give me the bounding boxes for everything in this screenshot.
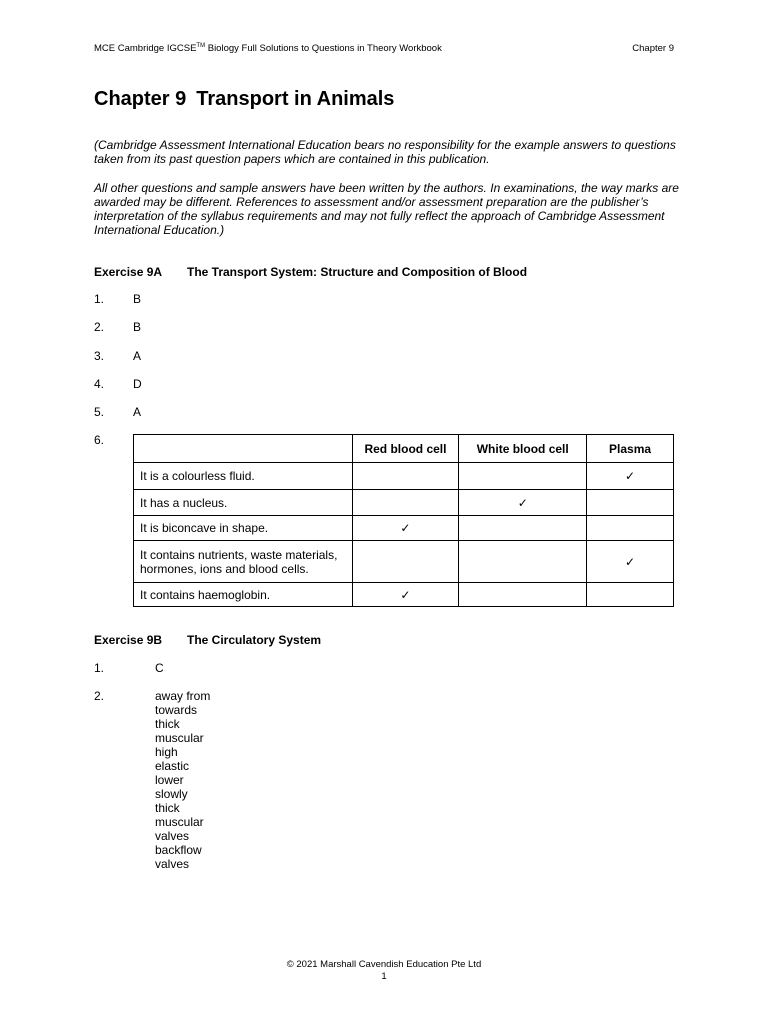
chapter-title: [94, 88, 394, 111]
table-row: [134, 583, 674, 607]
answer-word-list: [155, 689, 210, 871]
tick-mark: [352, 541, 459, 583]
table-header-row: [134, 435, 674, 463]
tick-mark: [352, 490, 459, 516]
row-description: It has a nucleus.: [134, 490, 353, 516]
table-header-white-blood-cell: White blood cell: [459, 435, 587, 463]
answer-word: valves: [155, 857, 190, 871]
tick-mark: [587, 490, 674, 516]
tick-mark: ✓: [352, 583, 459, 607]
q-number: 2.: [94, 689, 105, 703]
answer-word: elastic: [155, 759, 190, 773]
table-row: [134, 516, 674, 541]
answer-word: lower: [155, 773, 184, 787]
tick-mark: [352, 463, 459, 490]
running-header: [94, 43, 442, 54]
exercise-label: Exercise 9B: [94, 633, 163, 647]
tick-mark: [587, 583, 674, 607]
answer-word: backflow: [155, 843, 202, 857]
tick-mark: ✓: [587, 541, 674, 583]
header-title: MCE Cambridge IGCSE: [94, 43, 197, 54]
answer: A: [133, 349, 142, 363]
answer-word: towards: [155, 703, 198, 717]
answer: A: [133, 405, 142, 419]
answer-word: thick: [155, 801, 180, 815]
table-row: [134, 541, 674, 583]
answer-word: away from: [155, 689, 211, 703]
chapter-name: Transport in Animals: [196, 88, 395, 110]
header-chapter: Chapter 9: [632, 43, 674, 54]
tick-mark: [459, 583, 587, 607]
exercise-title: The Circulatory System: [187, 633, 322, 647]
tick-mark: ✓: [459, 490, 587, 516]
exercise-9a-heading: [94, 265, 528, 279]
tick-mark: [459, 463, 587, 490]
answer-word: muscular: [155, 731, 204, 745]
table-row: [134, 490, 674, 516]
q-number: 1.: [94, 661, 105, 675]
row-description: It contains nutrients, waste materials, hormones, ions and blood cells.: [134, 541, 353, 583]
q-number: 6.: [94, 433, 105, 447]
row-description: It contains haemoglobin.: [134, 583, 353, 607]
disclaimer-para-1: (Cambridge Assessment International Education bears no responsibility for the example answers to questions taken from its past question papers which are contained in this publication.: [94, 138, 676, 166]
blood-components-table: [133, 434, 674, 607]
table-header-red-blood-cell: Red blood cell: [352, 435, 459, 463]
tick-mark: [459, 541, 587, 583]
tick-mark: [587, 516, 674, 541]
answer-word: slowly: [155, 787, 188, 801]
tick-mark: ✓: [587, 463, 674, 490]
trademark: TM: [196, 43, 206, 49]
footer-copyright: © 2021 Marshall Cavendish Education Pte Ltd: [286, 959, 482, 970]
tick-mark: [459, 516, 587, 541]
row-description: It is biconcave in shape.: [134, 516, 353, 541]
exercise-9b-heading: [94, 633, 322, 647]
answer: D: [133, 377, 142, 391]
answer: B: [133, 320, 142, 334]
answer: C: [155, 661, 164, 675]
header-title-rest: Biology Full Solutions to Questions in Theory Workbook: [205, 43, 442, 54]
answer-word: thick: [155, 717, 180, 731]
table-row: [134, 463, 674, 490]
q-number: 2.: [94, 320, 105, 334]
table-header-blank: [134, 435, 353, 463]
disclaimer-para-2: All other questions and sample answers have been written by the authors. In examinations, the way marks are awarded may be different. References to assessment and/or assessment preparation are the publisher’s interpretation of the syllabus requirements and may not fully reflect the approach of Cambridge Assessment International Education.): [94, 181, 679, 237]
exercise-label: Exercise 9A: [94, 265, 163, 279]
chapter-number: Chapter 9: [94, 88, 187, 110]
answer-word: muscular: [155, 815, 204, 829]
q-number: 1.: [94, 292, 105, 306]
answer-word: valves: [155, 829, 190, 843]
tick-mark: ✓: [352, 516, 459, 541]
answer-word: high: [155, 745, 178, 759]
exercise-title: The Transport System: Structure and Composition of Blood: [187, 265, 528, 279]
row-description: It is a colourless fluid.: [134, 463, 353, 490]
table-header-plasma: Plasma: [587, 435, 674, 463]
q-number: 4.: [94, 377, 105, 391]
answer: B: [133, 292, 142, 306]
page-number: 1: [381, 971, 387, 982]
q-number: 5.: [94, 405, 105, 419]
q-number: 3.: [94, 349, 105, 363]
